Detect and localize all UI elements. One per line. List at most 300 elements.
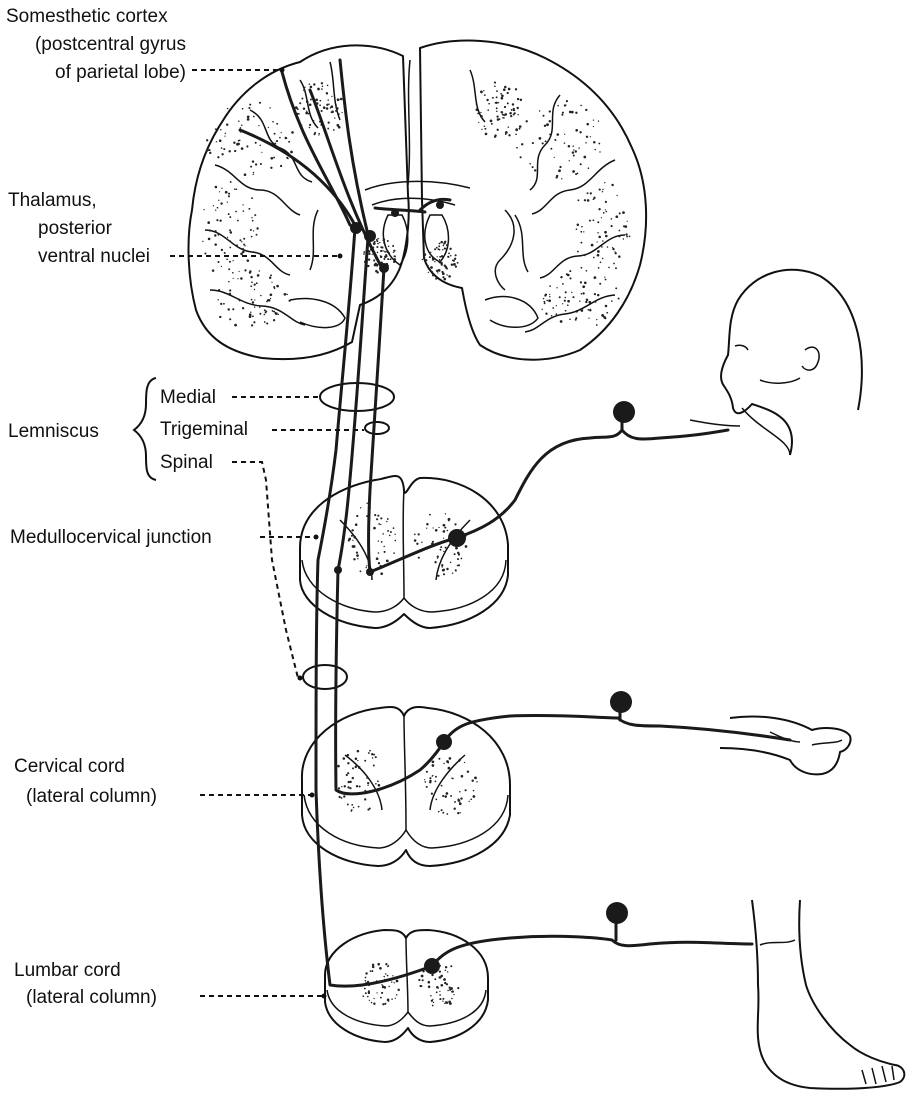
stipple-dot [445,547,447,549]
stipple-dot [602,258,604,260]
stipple-dot [219,316,221,318]
stipple-dot [430,252,431,253]
stipple-dot [566,100,568,102]
stipple-dot [594,149,596,151]
stipple-dot [437,256,438,257]
stipple-dot [577,199,579,201]
stipple-dot [544,294,546,296]
stipple-dot [221,188,222,189]
stipple-dot [217,299,218,300]
stipple-dot [394,540,396,542]
stipple-dot [238,140,240,142]
stipple-dot [247,118,250,121]
stipple-dot [426,527,427,528]
stipple-dot [203,209,204,210]
stipple-dot [603,212,605,214]
stipple-dot [227,308,229,310]
stipple-dot [611,225,613,227]
stipple-dot [386,521,387,522]
stipple-dot [465,789,467,791]
stipple-dot [549,134,551,136]
label-cervical-line1: Cervical cord [14,756,125,777]
stipple-dot [383,242,384,243]
stipple-dot [247,115,250,118]
stipple-dot [618,235,620,237]
stipple-dot [308,113,310,115]
stipple-dot [353,558,355,560]
stipple-dot [448,767,451,770]
stipple-dot [335,104,336,105]
stipple-dot [593,257,595,259]
stipple-dot [449,1002,451,1004]
stipple-dot [426,771,428,773]
stipple-dot [319,104,321,106]
stipple-dot [309,83,311,85]
stipple-dot [431,974,433,976]
stipple-dot [379,967,382,970]
stipple-dot [454,523,456,525]
stipple-dot [252,301,254,303]
stipple-dot [447,530,449,532]
stipple-dot [353,807,355,809]
stipple-dot [347,786,349,788]
stipple-dot [373,998,374,999]
stipple-dot [299,102,301,104]
label-lumbar-line2: (lateral column) [26,987,157,1008]
stipple-dot [357,760,358,761]
stipple-dot [347,772,349,774]
stipple-dot [471,779,473,781]
stipple-dot [602,189,603,190]
stipple-dot [461,558,463,560]
stipple-dot [265,310,267,312]
stipple-dot [605,201,607,203]
stipple-dot [225,133,226,134]
stipple-dot [517,98,519,100]
stipple-dot [480,112,481,113]
stipple-dot [597,221,599,223]
stipple-dot [474,777,477,780]
stipple-dot [331,111,334,114]
stipple-dot [240,277,243,280]
stipple-dot [232,278,233,279]
stipple-dot [501,97,504,100]
stipple-dot [454,553,456,555]
stipple-dot [366,567,367,568]
stipple-dot [387,240,389,242]
stipple-dot [477,113,479,115]
stipple-dot [433,1002,434,1003]
stipple-dot [208,238,211,241]
stipple-dot [556,133,559,136]
stipple-dot [602,240,604,242]
stipple-dot [442,1001,443,1002]
stipple-dot [250,285,252,287]
stipple-dot [484,94,486,96]
stipple-dot [393,527,395,529]
stipple-dot [418,557,420,559]
stipple-dot [490,120,493,123]
stipple-dot [432,764,435,767]
stipple-dot [443,244,444,245]
stipple-dot [365,977,367,979]
stipple-dot [260,163,262,165]
stipple-dot [593,126,594,127]
stipple-dot [310,99,312,101]
stipple-dot [430,995,432,997]
stipple-dot [367,785,368,786]
stipple-dot [593,119,594,120]
stipple-dot [333,129,335,131]
stipple-dot [421,542,422,543]
stipple-dot [284,293,287,296]
stipple-dot [598,236,601,239]
stipple-dot [393,250,394,251]
stipple-dot [253,230,254,231]
stipple-dot [516,129,518,131]
stipple-dot [382,1003,384,1005]
stipple-dot [438,811,440,813]
stipple-dot [383,976,385,978]
stipple-dot [315,99,318,102]
stipple-dot [287,158,289,160]
stipple-dot [575,150,577,152]
stipple-dot [446,760,449,763]
stipple-dot [541,309,542,310]
stipple-dot [362,995,364,997]
stipple-dot [391,998,393,1000]
stipple-dot [448,253,450,255]
stipple-dot [279,137,281,139]
stipple-dot [580,281,582,283]
stipple-dot [450,795,452,797]
stipple-dot [240,253,243,256]
stipple-dot [588,167,590,169]
stipple-dot [546,123,549,126]
stipple-dot [233,141,235,143]
stipple-dot [358,806,360,808]
stipple-dot [442,998,444,1000]
stipple-dot [273,319,275,321]
stipple-dot [250,229,252,231]
stipple-dot [241,147,244,150]
stipple-dot [229,216,231,218]
stipple-dot [359,785,361,787]
stipple-dot [373,765,375,767]
stipple-dot [217,207,219,209]
stipple-dot [599,283,601,285]
stipple-dot [438,248,440,250]
stipple-dot [543,298,544,299]
stipple-dot [434,261,435,262]
stipple-dot [440,549,442,551]
stipple-dot [376,265,378,267]
stipple-dot [427,265,428,266]
stipple-dot [371,753,373,755]
stipple-dot [379,242,380,243]
stipple-dot [438,758,440,760]
stipple-dot [252,160,254,162]
stipple-dot [270,274,272,276]
stipple-dot [229,229,231,231]
stipple-dot [520,156,522,158]
stipple-dot [445,966,447,968]
stipple-dot [232,272,234,274]
stipple-dot [376,557,379,560]
stipple-dot [496,107,498,109]
stipple-dot [240,127,242,129]
stipple-dot [575,319,577,321]
stipple-dot [255,142,257,144]
stipple-dot [321,110,323,112]
stipple-dot [437,558,438,559]
stipple-dot [269,276,271,278]
stipple-dot [375,270,378,273]
stipple-dot [470,798,472,800]
stipple-dot [572,296,574,298]
stipple-dot [457,987,459,989]
stipple-dot [366,565,367,566]
stipple-dot [454,808,456,810]
stipple-dot [569,111,572,114]
stipple-dot [430,266,433,269]
stipple-dot [562,283,564,285]
stipple-dot [443,763,444,764]
stipple-dot [326,92,328,94]
stipple-dot [249,270,251,272]
stipple-dot [507,92,509,94]
stipple-dot [438,976,440,978]
stipple-dot [485,133,488,136]
stipple-dot [564,142,565,143]
stipple-dot [256,227,258,229]
stipple-dot [368,990,370,992]
stipple-dot [565,310,567,312]
stipple-dot [441,564,443,566]
stipple-dot [220,202,222,204]
stipple-dot [534,169,536,171]
stipple-dot [508,134,510,136]
stipple-dot [414,534,416,536]
stipple-dot [494,86,496,88]
stipple-dot [215,210,216,211]
stipple-dot [365,972,367,974]
stipple-dot [480,91,483,94]
stipple-dot [327,85,329,87]
stipple-dot [625,233,627,235]
stipple-dot [608,267,610,269]
stipple-dot [484,128,486,130]
stipple-dot [615,267,617,269]
stipple-dot [422,979,424,981]
stipple-dot [257,274,260,277]
stipple-dot [323,106,326,109]
stipple-dot [549,294,550,295]
stipple-dot [388,252,390,254]
stipple-dot [564,134,565,135]
stipple-dot [391,981,392,982]
stipple-dot [455,570,456,571]
stipple-dot [439,262,441,264]
stipple-dot [208,149,210,151]
stipple-dot [444,795,447,798]
stipple-dot [309,124,311,126]
lemniscus-brace [134,378,156,480]
cervical-cord-section [302,707,510,866]
stipple-dot [432,761,435,764]
stipple-dot [555,140,556,141]
stipple-dot [377,780,379,782]
stipple-dot [432,1005,434,1007]
stipple-dot [396,980,399,983]
stipple-dot [348,781,350,783]
stipple-dot [441,809,443,811]
stipple-dot [253,321,255,323]
stipple-dot [254,283,256,285]
stipple-dot [424,781,426,783]
stipple-dot [503,88,506,91]
stipple-dot [377,252,379,254]
stipple-dot [496,90,498,92]
stipple-dot [520,99,522,101]
stipple-dot [215,128,217,130]
stipple-dot [229,289,231,291]
stipple-dot [443,978,446,981]
stipple-dot [444,527,446,529]
label-lumbar-line1: Lumbar cord [14,960,121,981]
stipple-dot [206,149,209,152]
stipple-dot [498,102,499,103]
stipple-dot [242,108,244,110]
stipple-dot [346,774,348,776]
label-somesthetic-line1: Somesthetic cortex [6,6,168,27]
stipple-dot [384,255,387,258]
stipple-dot [501,94,504,97]
stipple-dot [626,236,628,238]
stipple-dot [441,566,443,568]
stipple-dot [458,799,461,802]
stipple-dot [374,514,376,516]
stipple-dot [569,318,571,320]
stipple-dot [341,786,342,787]
stipple-dot [442,812,444,814]
stipple-dot [387,530,389,532]
stipple-dot [364,988,366,990]
stipple-dot [423,253,426,256]
stipple-dot [611,184,613,186]
stipple-dot [306,111,307,112]
stipple-dot [350,810,352,812]
stipple-dot [450,987,453,990]
stipple-dot [274,133,276,135]
stipple-dot [428,986,431,989]
stipple-dot [392,245,394,247]
stipple-dot [372,254,373,255]
stipple-dot [291,131,294,134]
stipple-dot [378,540,379,541]
stipple-dot [247,259,250,262]
stipple-dot [476,108,479,111]
stipple-dot [615,252,617,254]
stipple-dot [564,300,566,302]
stipple-dot [476,104,477,105]
stipple-dot [441,255,443,257]
stipple-dot [393,261,395,263]
stipple-dot [218,289,220,291]
stipple-dot [455,547,458,550]
stipple-dot [458,553,460,555]
stipple-dot [286,294,288,296]
stipple-dot [213,205,214,206]
stipple-dot [337,765,340,768]
stipple-dot [380,246,382,248]
stipple-dot [484,126,486,128]
stipple-dot [347,762,349,764]
stipple-dot [244,245,245,246]
stipple-dot [569,277,571,279]
stipple-dot [419,985,421,987]
stipple-dot [515,88,517,90]
stipple-dot [377,963,380,966]
stipple-dot [370,970,372,972]
stipple-dot [390,531,392,533]
stipple-dot [548,299,551,302]
stipple-dot [286,137,287,138]
stipple-dot [246,145,248,147]
stipple-dot [565,104,566,105]
stipple-dot [228,150,230,152]
stipple-dot [220,129,221,130]
stipple-dot [341,112,342,113]
stipple-dot [596,324,598,326]
stipple-dot [428,272,429,273]
stipple-dot [443,537,444,538]
stipple-dot [624,225,627,228]
stipple-dot [481,129,482,130]
stipple-dot [421,975,423,977]
stipple-dot [510,115,512,117]
stipple-dot [571,292,572,293]
stipple-dot [549,296,550,297]
stipple-dot [378,562,380,564]
stipple-dot [378,552,380,554]
stipple-dot [319,100,321,102]
stipple-dot [442,249,443,250]
stipple-dot [561,178,562,179]
stipple-dot [443,573,445,575]
stipple-dot [418,533,420,535]
stipple-dot [212,269,215,272]
stipple-dot [606,312,608,314]
stipple-dot [435,529,438,532]
stipple-dot [310,86,313,89]
label-thalamus-line3: ventral nuclei [38,246,150,267]
stipple-dot [435,781,437,783]
stipple-dot [436,247,438,249]
stipple-dot [437,556,439,558]
stipple-dot [369,750,371,752]
leg-icon [752,900,904,1089]
stipple-dot [513,108,515,110]
stipple-dot [216,219,218,221]
stipple-dot [545,140,547,142]
stipple-dot [604,182,605,183]
stipple-dot [364,798,366,800]
stipple-dot [221,147,223,149]
stipple-dot [587,309,589,311]
stipple-dot [513,114,515,116]
stipple-dot [254,306,255,307]
